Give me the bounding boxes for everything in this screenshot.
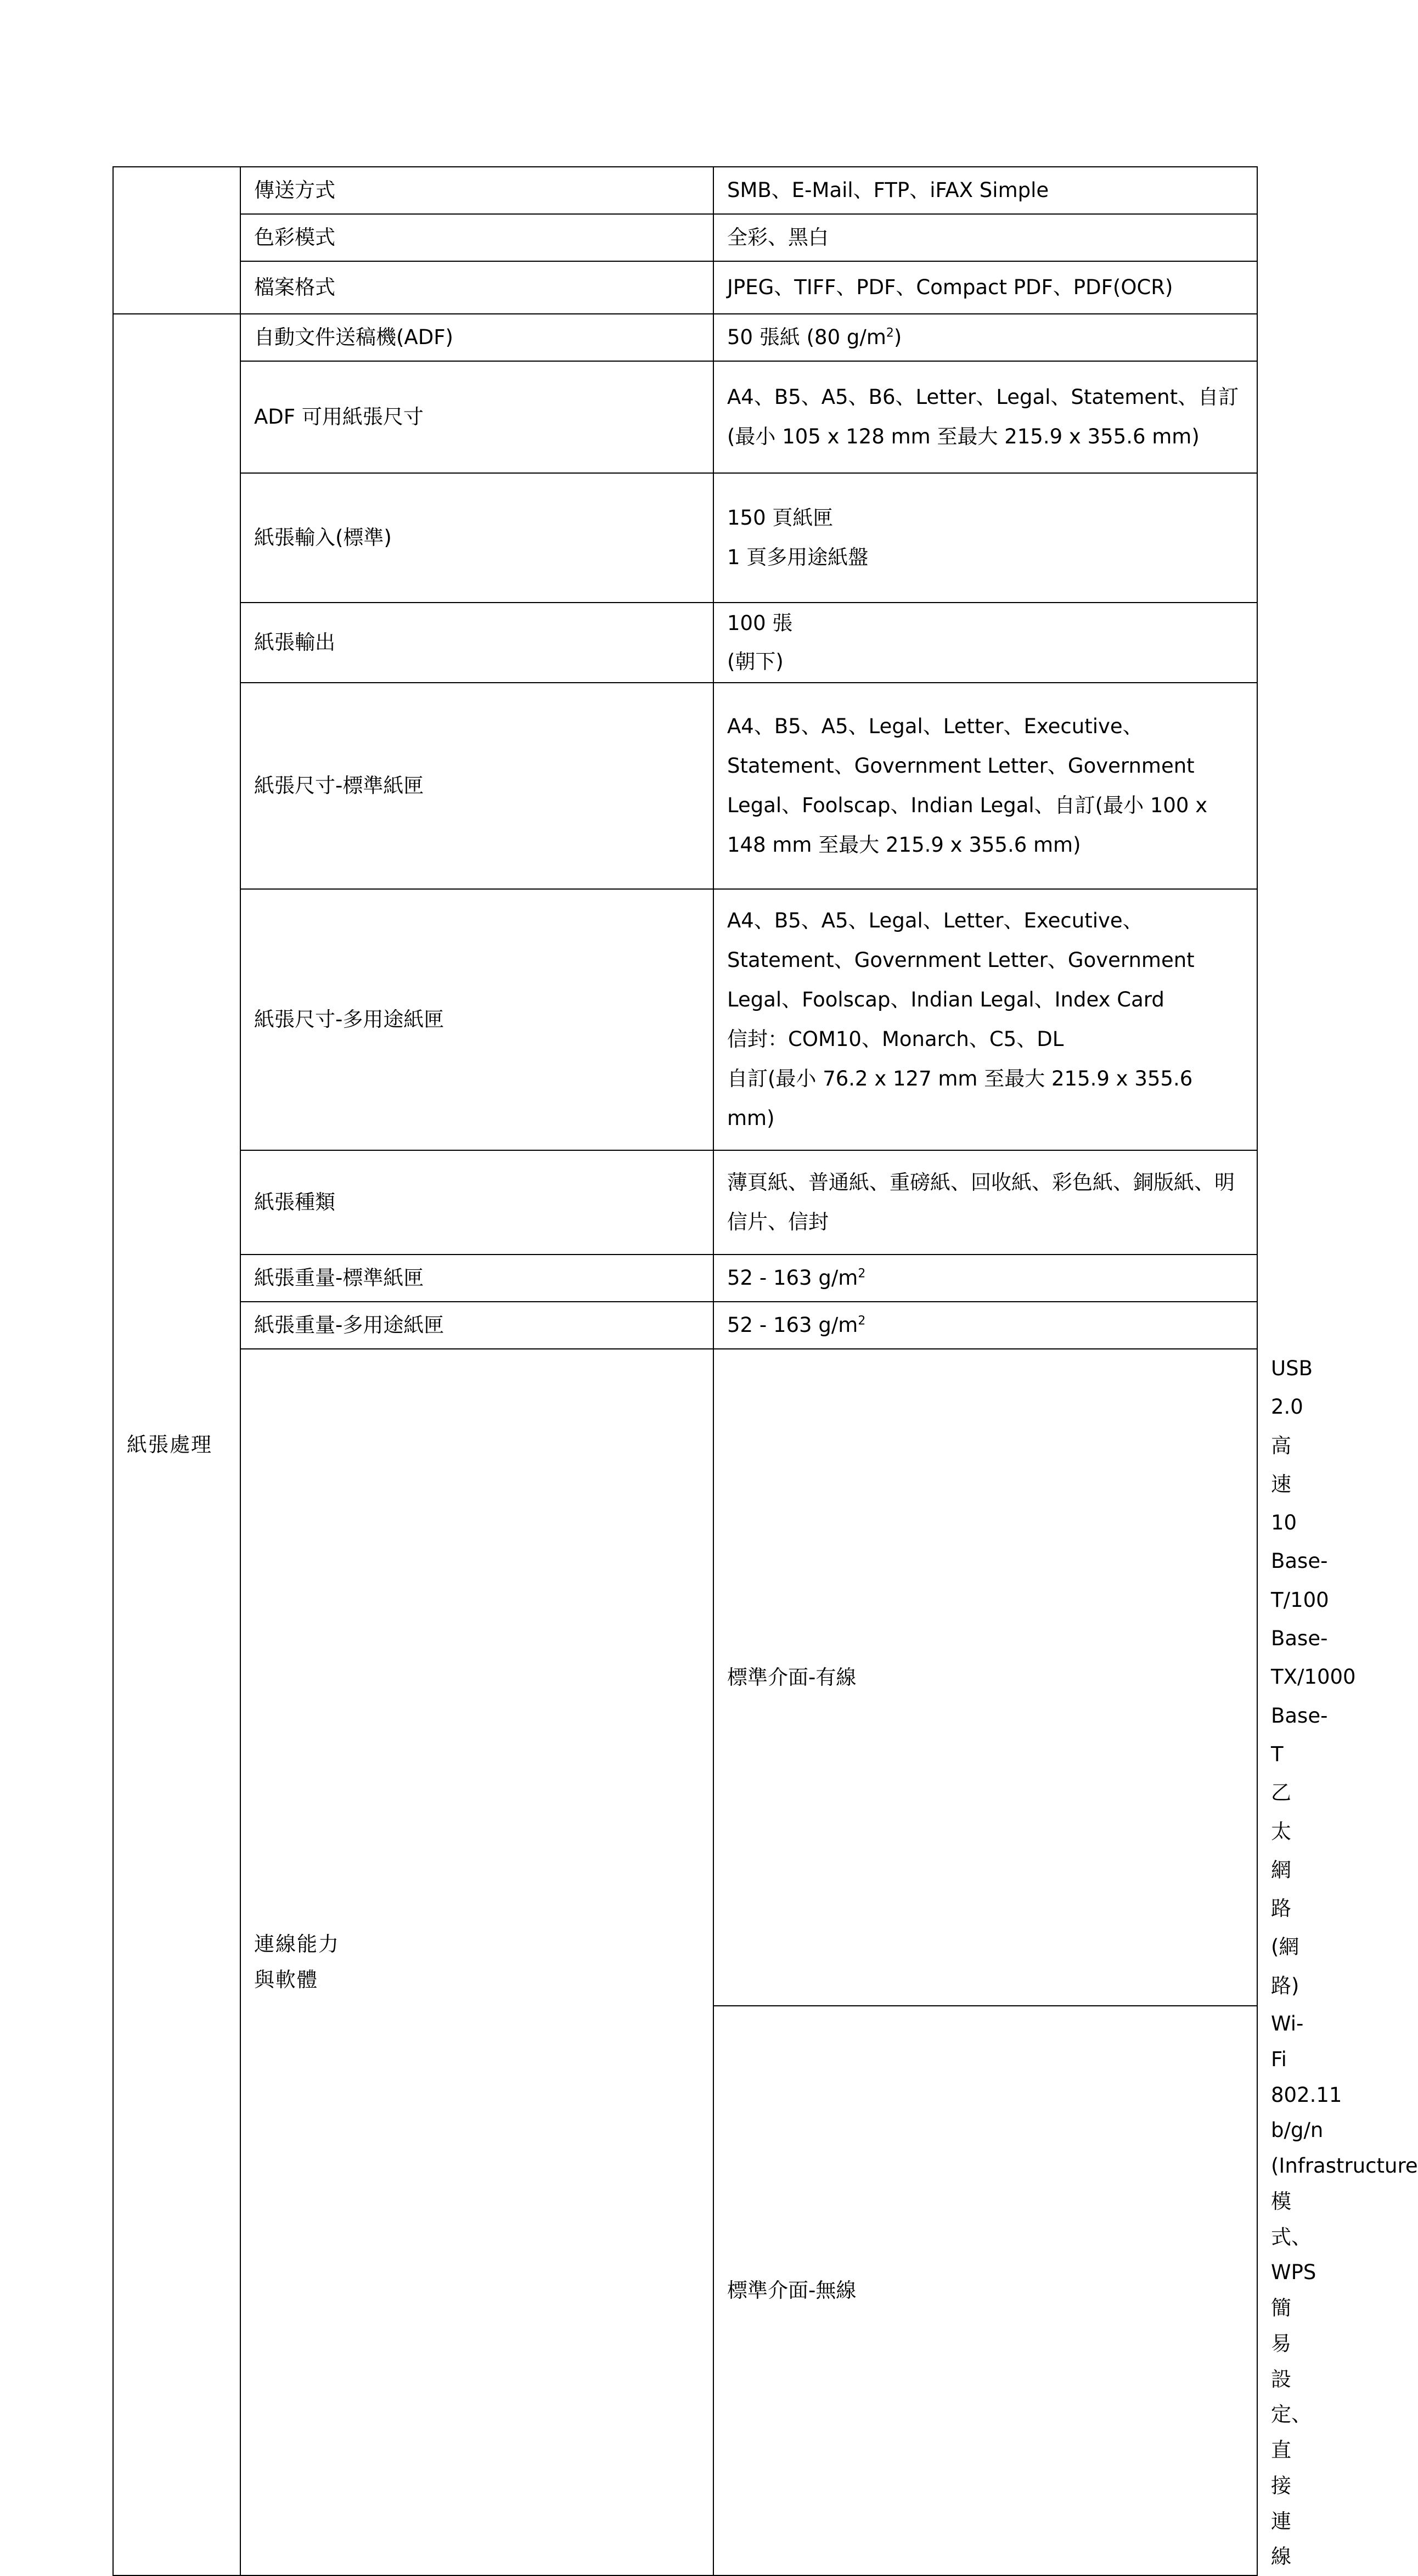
table-row (113, 1302, 1257, 1349)
category-line: 連線能力 (254, 1932, 340, 1956)
value-line: (朝下) (727, 650, 784, 673)
table-row (113, 261, 1257, 314)
row-label: 紙張輸出 (240, 603, 713, 683)
row-label: 色彩模式 (240, 214, 713, 261)
row-value: SMB、E-Mail、FTP、iFAX Simple (713, 167, 1257, 214)
table-row (113, 214, 1257, 261)
value-line: 100 張 (727, 611, 793, 635)
row-label: 紙張重量-多用途紙匣 (240, 1302, 713, 1349)
row-value (713, 314, 1257, 361)
table-row (113, 473, 1257, 603)
row-label: 標準介面-有線 (713, 1349, 1257, 2006)
value-line: 1 頁多用途紙盤 (727, 545, 869, 569)
row-value (713, 603, 1257, 683)
category-paper-handling: 紙張處理 (113, 314, 240, 2575)
table-row: 連線能力 與軟體 標準介面-有線 USB 2.0 高速 10 Base-T/100 Base-TX/1000 Base-T 乙太網路(網路) (113, 1349, 1257, 2006)
table-row (113, 361, 1257, 473)
row-label: 紙張輸入(標準) (240, 473, 713, 603)
row-label: 傳送方式 (240, 167, 713, 214)
table-row (113, 889, 1257, 1150)
row-label: 紙張種類 (240, 1150, 713, 1255)
category-line: 與軟體 (254, 1967, 318, 1992)
value-line: 150 頁紙匣 (727, 505, 834, 530)
table-row (113, 683, 1257, 889)
row-value (713, 1302, 1257, 1349)
value-text: 50 張紙 (80 g/m (727, 325, 886, 350)
table-row (113, 1255, 1257, 1302)
value-line: A4、B5、A5、Legal、Letter、Executive、Statement、Government Letter、Government Legal、Foolscap、Indian Legal、Index Card (727, 908, 1195, 1011)
row-label: 檔案格式 (240, 261, 713, 314)
value-line: 信封：COM10、Monarch、C5、DL (727, 1027, 1064, 1051)
table-row (113, 1150, 1257, 1255)
table-row (113, 167, 1257, 214)
row-value: 全彩、黑白 (713, 214, 1257, 261)
value-text: 52 - 163 g/m (727, 1266, 858, 1290)
category-connectivity (240, 1349, 713, 2575)
table-row: 標準介面-無線 Wi-Fi 802.11 b/g/n (Infrastructure 模式、WPS 簡易設定、直接連線 (113, 2006, 1257, 2575)
row-value: A4、B5、A5、Legal、Letter、Executive、Statement、Government Letter、Government Legal、Foolscap、Indian Legal、自訂(最小 100 x 148 mm 至最大 215.9 x 355.6 mm) (713, 683, 1257, 889)
row-label: 自動文件送稿機(ADF) (240, 314, 713, 361)
row-label: 紙張尺寸-標準紙匣 (240, 683, 713, 889)
value-text: ) (893, 325, 902, 350)
value-line: 自訂(最小 76.2 x 127 mm 至最大 215.9 x 355.6 mm) (727, 1067, 1193, 1130)
row-value (713, 473, 1257, 603)
table-row (113, 603, 1257, 683)
row-label: 紙張重量-標準紙匣 (240, 1255, 713, 1302)
superscript: 2 (886, 327, 894, 341)
row-value (713, 889, 1257, 1150)
row-label: 紙張尺寸-多用途紙匣 (240, 889, 713, 1150)
row-value: JPEG、TIFF、PDF、Compact PDF、PDF(OCR) (713, 261, 1257, 314)
table-row (113, 314, 1257, 361)
row-value (713, 1255, 1257, 1302)
row-value: A4、B5、A5、B6、Letter、Legal、Statement、自訂(最小 105 x 128 mm 至最大 215.9 x 355.6 mm) (713, 361, 1257, 473)
category-cell-scan (113, 167, 240, 314)
row-value: 薄頁紙、普通紙、重磅紙、回收紙、彩色紙、銅版紙、明信片、信封 (713, 1150, 1257, 1255)
row-label: 標準介面-無線 (713, 2006, 1257, 2575)
row-label: ADF 可用紙張尺寸 (240, 361, 713, 473)
value-text: 52 - 163 g/m (727, 1313, 858, 1337)
spec-table (112, 166, 1418, 2576)
superscript: 2 (858, 1314, 866, 1329)
superscript: 2 (858, 1267, 866, 1281)
